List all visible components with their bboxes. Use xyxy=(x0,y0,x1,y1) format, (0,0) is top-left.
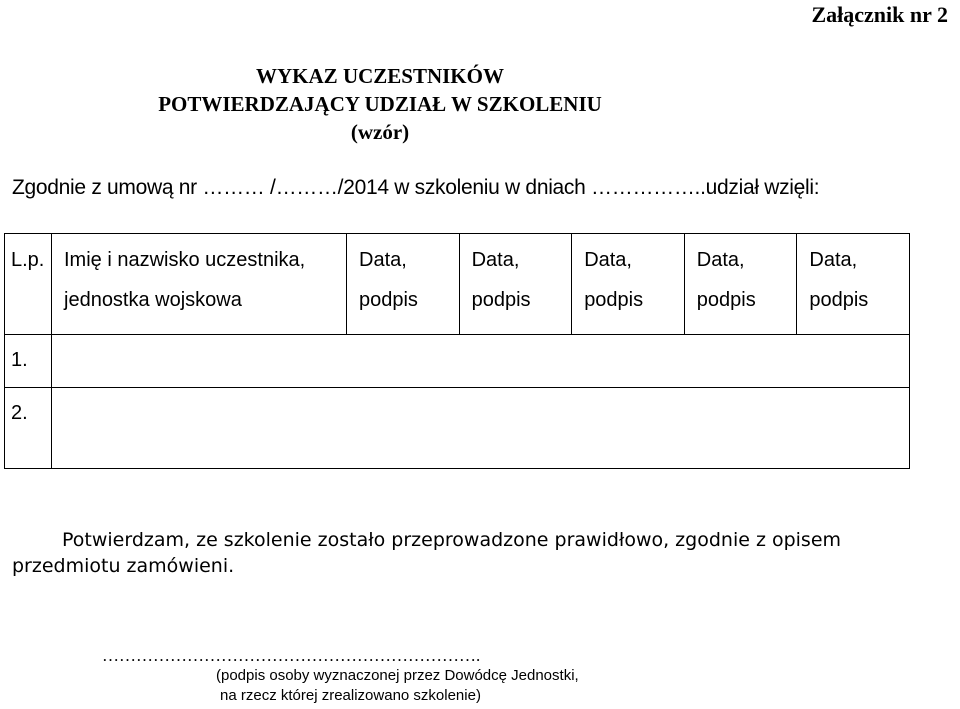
header-date-5 xyxy=(797,234,910,335)
title-line-2: POTWIERDZAJĄCY UDZIAŁ W SZKOLENIU xyxy=(158,92,602,116)
row-1-entry[interactable] xyxy=(52,335,910,388)
header-lp: L.p. xyxy=(5,234,52,335)
header-date-2 xyxy=(459,234,572,335)
header-date-1-line-2: podpis xyxy=(359,289,418,311)
header-date-4 xyxy=(684,234,797,335)
row-1-lp: 1. xyxy=(5,335,52,388)
title-line-3: (wzór) xyxy=(350,120,410,144)
title-line-1: WYKAZ UCZESTNIKÓW xyxy=(256,64,504,88)
table-row xyxy=(5,388,910,469)
signature-caption-line-2: na rzecz której zrealizowano szkolenie) xyxy=(220,687,481,704)
header-date-1 xyxy=(347,234,460,335)
signature-caption xyxy=(216,666,579,706)
row-2-lp: 2. xyxy=(5,388,52,469)
table-row xyxy=(5,335,910,388)
header-name xyxy=(52,234,347,335)
header-date-5-line-2: podpis xyxy=(809,289,869,311)
confirmation-text: Potwierdzam, ze szkolenie zostało przeprowadzone prawidłowo, zgodnie z opisem przedmiotu zamówieni. xyxy=(12,529,842,577)
annex-label: Załącznik nr 2 xyxy=(811,2,948,27)
header-date-4-line-2: podpis xyxy=(696,289,756,311)
header-date-2-line-2: podpis xyxy=(471,289,531,311)
table-header-row xyxy=(5,234,910,335)
header-date-1-line-1: Data, xyxy=(359,249,407,271)
row-2-entry[interactable] xyxy=(52,388,910,469)
header-date-3-line-2: podpis xyxy=(584,289,644,311)
signature-line: …………………………………………………………. xyxy=(102,646,481,665)
header-date-5-line-1: Data, xyxy=(809,249,858,271)
intro-text: Zgodnie z umową nr ……… /………/2014 w szkoleniu w dniach ……………..udział wzięli: xyxy=(12,176,820,199)
header-name-line-1: Imię i nazwisko uczestnika, xyxy=(64,249,306,271)
header-date-3-line-1: Data, xyxy=(584,249,632,271)
header-date-4-line-1: Data, xyxy=(696,249,745,271)
signature-caption-line-1: (podpis osoby wyznaczonej przez Dowódcę Jednostki, xyxy=(216,667,579,684)
header-date-3 xyxy=(572,234,685,335)
participants-table xyxy=(4,233,910,469)
header-date-2-line-1: Data, xyxy=(471,249,520,271)
document-title xyxy=(0,62,760,146)
header-name-line-2: jednostka wojskowa xyxy=(64,289,242,311)
